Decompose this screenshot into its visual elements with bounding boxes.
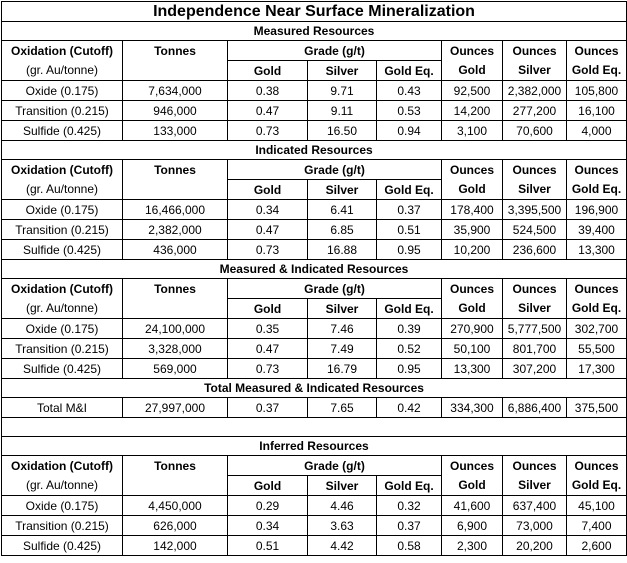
table-cell: 14,200 — [442, 101, 503, 121]
table-cell: 0.95 — [377, 240, 442, 260]
ounces-gold-subheader: Gold — [442, 476, 503, 496]
table-cell: 801,700 — [503, 339, 567, 359]
ounces-gold-subheader: Gold — [442, 299, 503, 319]
table-cell: 4.46 — [308, 496, 377, 516]
grade-gold-header: Gold — [228, 299, 308, 319]
units-header: (gr. Au/tonne) — [2, 180, 123, 200]
table-cell: Transition (0.215) — [2, 101, 123, 121]
table-row — [2, 339, 627, 359]
table-cell: 105,800 — [567, 81, 627, 101]
table-cell: 3.63 — [308, 516, 377, 536]
table-cell: 27,997,000 — [123, 398, 228, 418]
ounces-silver-subheader: Silver — [503, 61, 567, 81]
column-subheader-row — [2, 476, 627, 496]
tonnes-header: Tonnes — [123, 456, 228, 476]
table-cell: 13,300 — [442, 359, 503, 379]
ounces-gold-header: Ounces — [442, 279, 503, 299]
ounces-silver-header: Ounces — [503, 41, 567, 61]
table-cell: 0.34 — [228, 516, 308, 536]
tonnes-header-blank — [123, 476, 228, 496]
table-cell: Sulfide (0.425) — [2, 121, 123, 141]
table-cell: 16,100 — [567, 101, 627, 121]
spacer-cell — [2, 418, 627, 437]
table-cell: 7.65 — [308, 398, 377, 418]
table-cell: 0.37 — [377, 516, 442, 536]
table-cell: 0.47 — [228, 220, 308, 240]
table-cell: 24,100,000 — [123, 319, 228, 339]
table-cell: 45,100 — [567, 496, 627, 516]
table-cell: 7.49 — [308, 339, 377, 359]
table-cell: Transition (0.215) — [2, 339, 123, 359]
table-cell: 0.73 — [228, 240, 308, 260]
table-cell: 2,382,000 — [123, 220, 228, 240]
table-row — [2, 496, 627, 516]
table-cell: 0.42 — [377, 398, 442, 418]
table-cell: 307,200 — [503, 359, 567, 379]
table-cell: 3,100 — [442, 121, 503, 141]
grade-gold-header: Gold — [228, 180, 308, 200]
grade-gold-eq-header: Gold Eq. — [377, 476, 442, 496]
table-cell: Oxide (0.175) — [2, 319, 123, 339]
grade-header: Grade (g/t) — [228, 279, 442, 299]
grade-header: Grade (g/t) — [228, 160, 442, 180]
table-cell: 7.46 — [308, 319, 377, 339]
table-cell: Total M&I — [2, 398, 123, 418]
ounces-gold-header: Ounces — [442, 41, 503, 61]
table-cell: 946,000 — [123, 101, 228, 121]
table-cell: 6,900 — [442, 516, 503, 536]
ounces-silver-subheader: Silver — [503, 476, 567, 496]
ounces-gold-header: Ounces — [442, 160, 503, 180]
table-cell: 2,600 — [567, 536, 627, 556]
table-cell: 0.94 — [377, 121, 442, 141]
ounces-gold-eq-subheader: Gold Eq. — [567, 299, 627, 319]
table-cell: 39,400 — [567, 220, 627, 240]
table-cell: 0.95 — [377, 359, 442, 379]
table-cell: 16.79 — [308, 359, 377, 379]
table-cell: 4,000 — [567, 121, 627, 141]
table-cell: 3,395,500 — [503, 200, 567, 220]
table-cell: 524,500 — [503, 220, 567, 240]
section-title-row — [2, 379, 627, 398]
ounces-silver-subheader: Silver — [503, 180, 567, 200]
column-header-row — [2, 41, 627, 61]
ounces-gold-eq-header: Ounces — [567, 456, 627, 476]
table-cell: 7,400 — [567, 516, 627, 536]
table-cell: 236,600 — [503, 240, 567, 260]
table-cell: Sulfide (0.425) — [2, 240, 123, 260]
title-row — [2, 2, 627, 22]
oxidation-header: Oxidation (Cutoff) — [2, 279, 123, 299]
table-cell: 637,400 — [503, 496, 567, 516]
oxidation-header: Oxidation (Cutoff) — [2, 456, 123, 476]
table-cell: 142,000 — [123, 536, 228, 556]
ounces-silver-header: Ounces — [503, 456, 567, 476]
table-cell: 133,000 — [123, 121, 228, 141]
oxidation-header: Oxidation (Cutoff) — [2, 41, 123, 61]
table-row — [2, 121, 627, 141]
grade-header: Grade (g/t) — [228, 41, 442, 61]
grade-header: Grade (g/t) — [228, 456, 442, 476]
table-cell: 2,300 — [442, 536, 503, 556]
table-cell: 0.51 — [377, 220, 442, 240]
section-title: Measured & Indicated Resources — [2, 260, 627, 279]
section-title-row — [2, 22, 627, 41]
table-cell: 4.42 — [308, 536, 377, 556]
grade-silver-header: Silver — [308, 476, 377, 496]
table-cell: 436,000 — [123, 240, 228, 260]
table-cell: 375,500 — [567, 398, 627, 418]
table-cell: 0.32 — [377, 496, 442, 516]
table-cell: 0.53 — [377, 101, 442, 121]
table-row — [2, 359, 627, 379]
table-cell: Oxide (0.175) — [2, 496, 123, 516]
table-cell: 41,600 — [442, 496, 503, 516]
table-cell: 0.58 — [377, 536, 442, 556]
table-cell: 20,200 — [503, 536, 567, 556]
ounces-gold-subheader: Gold — [442, 180, 503, 200]
column-header-row — [2, 279, 627, 299]
table-cell: 13,300 — [567, 240, 627, 260]
table-cell: 0.29 — [228, 496, 308, 516]
table-cell: 55,500 — [567, 339, 627, 359]
table-cell: 6.41 — [308, 200, 377, 220]
table-row — [2, 101, 627, 121]
grade-gold-header: Gold — [228, 61, 308, 81]
grade-silver-header: Silver — [308, 299, 377, 319]
table-cell: 4,450,000 — [123, 496, 228, 516]
table-cell: 626,000 — [123, 516, 228, 536]
table-cell: 0.73 — [228, 121, 308, 141]
oxidation-header: Oxidation (Cutoff) — [2, 160, 123, 180]
units-header: (gr. Au/tonne) — [2, 476, 123, 496]
table-cell: 73,000 — [503, 516, 567, 536]
table-row — [2, 81, 627, 101]
section-title: Inferred Resources — [2, 437, 627, 456]
table-cell: 569,000 — [123, 359, 228, 379]
table-cell: 0.43 — [377, 81, 442, 101]
table-cell: 0.73 — [228, 359, 308, 379]
tonnes-header-blank — [123, 299, 228, 319]
table-cell: 70,600 — [503, 121, 567, 141]
ounces-gold-eq-header: Ounces — [567, 160, 627, 180]
table-cell: 0.35 — [228, 319, 308, 339]
table-cell: 7,634,000 — [123, 81, 228, 101]
table-cell: 50,100 — [442, 339, 503, 359]
table-cell: 0.47 — [228, 339, 308, 359]
units-header: (gr. Au/tonne) — [2, 299, 123, 319]
table-cell: Sulfide (0.425) — [2, 359, 123, 379]
ounces-gold-header: Ounces — [442, 456, 503, 476]
section-title: Measured Resources — [2, 22, 627, 41]
table-cell: 10,200 — [442, 240, 503, 260]
table-cell: 0.52 — [377, 339, 442, 359]
table-cell: 196,900 — [567, 200, 627, 220]
grade-silver-header: Silver — [308, 61, 377, 81]
table-row — [2, 398, 627, 418]
ounces-gold-eq-subheader: Gold Eq. — [567, 61, 627, 81]
table-cell: 16.50 — [308, 121, 377, 141]
table-cell: 16,466,000 — [123, 200, 228, 220]
table-cell: Sulfide (0.425) — [2, 536, 123, 556]
table-row — [2, 319, 627, 339]
table-cell: 0.47 — [228, 101, 308, 121]
ounces-silver-subheader: Silver — [503, 299, 567, 319]
tonnes-header-blank — [123, 180, 228, 200]
table-cell: 2,382,000 — [503, 81, 567, 101]
table-cell: 0.34 — [228, 200, 308, 220]
table-row — [2, 536, 627, 556]
table-title: Independence Near Surface Mineralization — [2, 2, 627, 22]
table-cell: 178,400 — [442, 200, 503, 220]
column-header-row — [2, 456, 627, 476]
table-cell: 277,200 — [503, 101, 567, 121]
table-cell: 92,500 — [442, 81, 503, 101]
ounces-silver-header: Ounces — [503, 279, 567, 299]
table-row — [2, 240, 627, 260]
table-cell: Transition (0.215) — [2, 220, 123, 240]
section-title: Indicated Resources — [2, 141, 627, 160]
table-cell: 9.11 — [308, 101, 377, 121]
table-cell: 270,900 — [442, 319, 503, 339]
ounces-silver-header: Ounces — [503, 160, 567, 180]
table-row — [2, 220, 627, 240]
tonnes-header: Tonnes — [123, 160, 228, 180]
grade-gold-header: Gold — [228, 476, 308, 496]
table-cell: 5,777,500 — [503, 319, 567, 339]
tonnes-header: Tonnes — [123, 41, 228, 61]
resource-table — [1, 1, 627, 556]
table-cell: Oxide (0.175) — [2, 81, 123, 101]
table-cell: 6.85 — [308, 220, 377, 240]
units-header: (gr. Au/tonne) — [2, 61, 123, 81]
spacer-row — [2, 418, 627, 437]
table-cell: 17,300 — [567, 359, 627, 379]
ounces-gold-subheader: Gold — [442, 61, 503, 81]
ounces-gold-eq-header: Ounces — [567, 279, 627, 299]
table-cell: 6,886,400 — [503, 398, 567, 418]
tonnes-header: Tonnes — [123, 279, 228, 299]
table-cell: Transition (0.215) — [2, 516, 123, 536]
table-cell: Oxide (0.175) — [2, 200, 123, 220]
table-cell: 35,900 — [442, 220, 503, 240]
section-title-row — [2, 141, 627, 160]
column-subheader-row — [2, 180, 627, 200]
grade-gold-eq-header: Gold Eq. — [377, 61, 442, 81]
column-subheader-row — [2, 299, 627, 319]
table-cell: 9.71 — [308, 81, 377, 101]
table-cell: 0.37 — [377, 200, 442, 220]
section-title: Total Measured & Indicated Resources — [2, 379, 627, 398]
column-subheader-row — [2, 61, 627, 81]
table-cell: 16.88 — [308, 240, 377, 260]
table-cell: 3,328,000 — [123, 339, 228, 359]
column-header-row — [2, 160, 627, 180]
table-cell: 0.37 — [228, 398, 308, 418]
table-row — [2, 200, 627, 220]
table-cell: 0.51 — [228, 536, 308, 556]
table-cell: 334,300 — [442, 398, 503, 418]
table-row — [2, 516, 627, 536]
section-title-row — [2, 260, 627, 279]
table-cell: 0.38 — [228, 81, 308, 101]
section-title-row — [2, 437, 627, 456]
table-cell: 302,700 — [567, 319, 627, 339]
ounces-gold-eq-subheader: Gold Eq. — [567, 476, 627, 496]
ounces-gold-eq-header: Ounces — [567, 41, 627, 61]
grade-gold-eq-header: Gold Eq. — [377, 180, 442, 200]
grade-gold-eq-header: Gold Eq. — [377, 299, 442, 319]
grade-silver-header: Silver — [308, 180, 377, 200]
tonnes-header-blank — [123, 61, 228, 81]
table-cell: 0.39 — [377, 319, 442, 339]
ounces-gold-eq-subheader: Gold Eq. — [567, 180, 627, 200]
